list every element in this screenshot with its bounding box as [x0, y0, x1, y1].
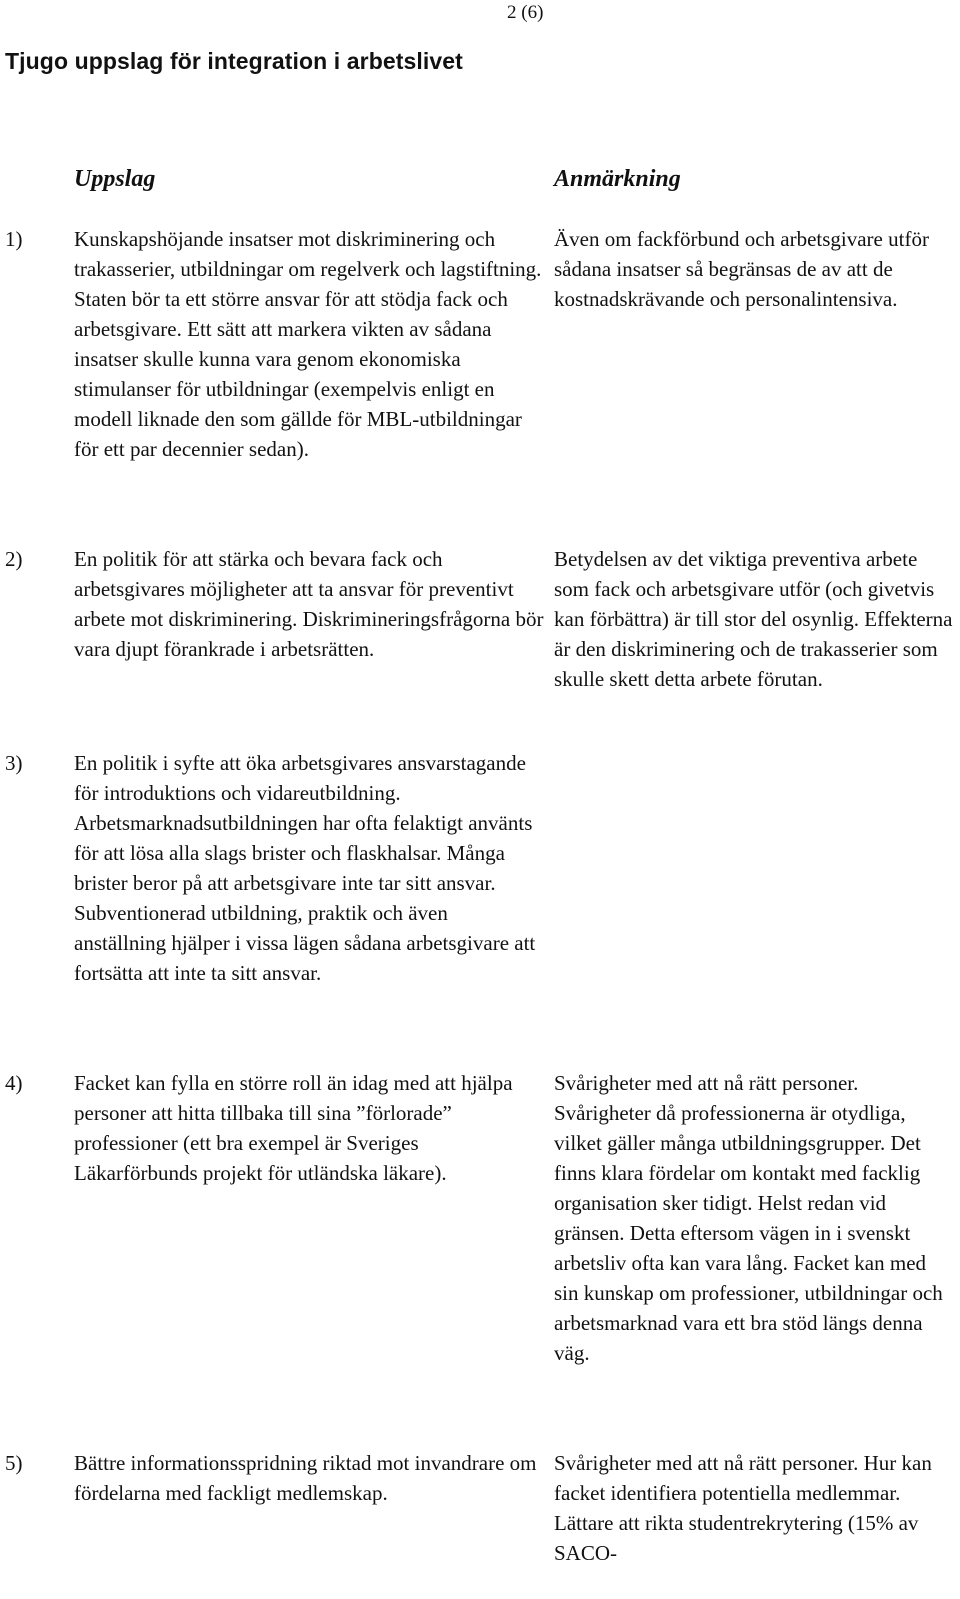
item-proposal: En politik för att stärka och bevara fack och arbetsgivares möjligheter att ta ansvar för preventivt arbete mot diskriminering. Diskrimineringsfrågorna bör vara djupt förankrade i arbetsrätten.	[74, 547, 544, 661]
page-number: 2 (6)	[507, 2, 544, 23]
item-remark: Svårigheter med att nå rätt personer. Hur kan facket identifiera potentiella medlemmar. Lättare att rikta studentrekrytering (15% av SACO-	[554, 1451, 932, 1565]
item-proposal: Kunskapshöjande insatser mot diskriminering och trakasserier, utbildningar om regelverk och lagstiftning. Staten bör ta ett större ansvar för att stödja fack och arbetsgivare. Ett sätt att markera vikten av sådana insatser skulle kunna vara genom ekonomiska stimulanser för utbildningar (exempelvis enligt en modell liknade den som gällde för MBL-utbildningar för ett par decennier sedan).	[74, 227, 542, 461]
item-number: 4)	[5, 1071, 23, 1095]
item-proposal: En politik i syfte att öka arbetsgivares ansvarstagande för introduktions och vidareutbildning. Arbetsmarknadsutbildningen har ofta felaktigt använts för att lösa alla slags brister och flaskhalsar. Många brister beror på att arbetsgivare inte tar sitt ansvar. Subventionerad utbildning, praktik och även anställning hjälper i vissa lägen sådana arbetsgivare att fortsätta att inte ta sitt ansvar.	[74, 751, 536, 985]
column-heading-uppslag: Uppslag	[74, 166, 156, 192]
item-remark: Även om fackförbund och arbetsgivare utför sådana insatser så begränsas de av att de kostnadskrävande och personalintensiva.	[554, 227, 929, 311]
item-number: 5)	[5, 1451, 23, 1475]
document-title: Tjugo uppslag för integration i arbetslivet	[5, 48, 463, 74]
item-proposal: Bättre informationsspridning riktad mot invandrare om fördelarna med fackligt medlemskap.	[74, 1451, 537, 1505]
item-number: 3)	[5, 751, 23, 775]
item-remark: Betydelsen av det viktiga preventiva arbete som fack och arbetsgivare utför (och givetvis kan förbättra) är till stor del osynlig. Effekterna är den diskriminering och de trakasserier som skulle skett detta arbete förutan.	[554, 547, 953, 691]
column-heading-anmarkning: Anmärkning	[554, 166, 681, 192]
item-number: 2)	[5, 547, 23, 571]
item-remark: Svårigheter med att nå rätt personer. Svårigheter då professionerna är otydliga, vilket gäller många utbildningsgrupper. Det finns klara fördelar om kontakt med facklig organisation sker tidigt. Helst redan vid gränsen. Detta eftersom vägen in i svenskt arbetsliv ofta kan vara lång. Facket kan med sin kunskap om professioner, utbildningar och arbetsmarknad vara ett bra stöd längs denna väg.	[554, 1071, 943, 1365]
item-proposal: Facket kan fylla en större roll än idag med att hjälpa personer att hitta tillbaka till sina ”förlorade” professioner (ett bra exempel är Sveriges Läkarförbunds projekt för utländska läkare).	[74, 1071, 513, 1185]
item-number: 1)	[5, 227, 23, 251]
